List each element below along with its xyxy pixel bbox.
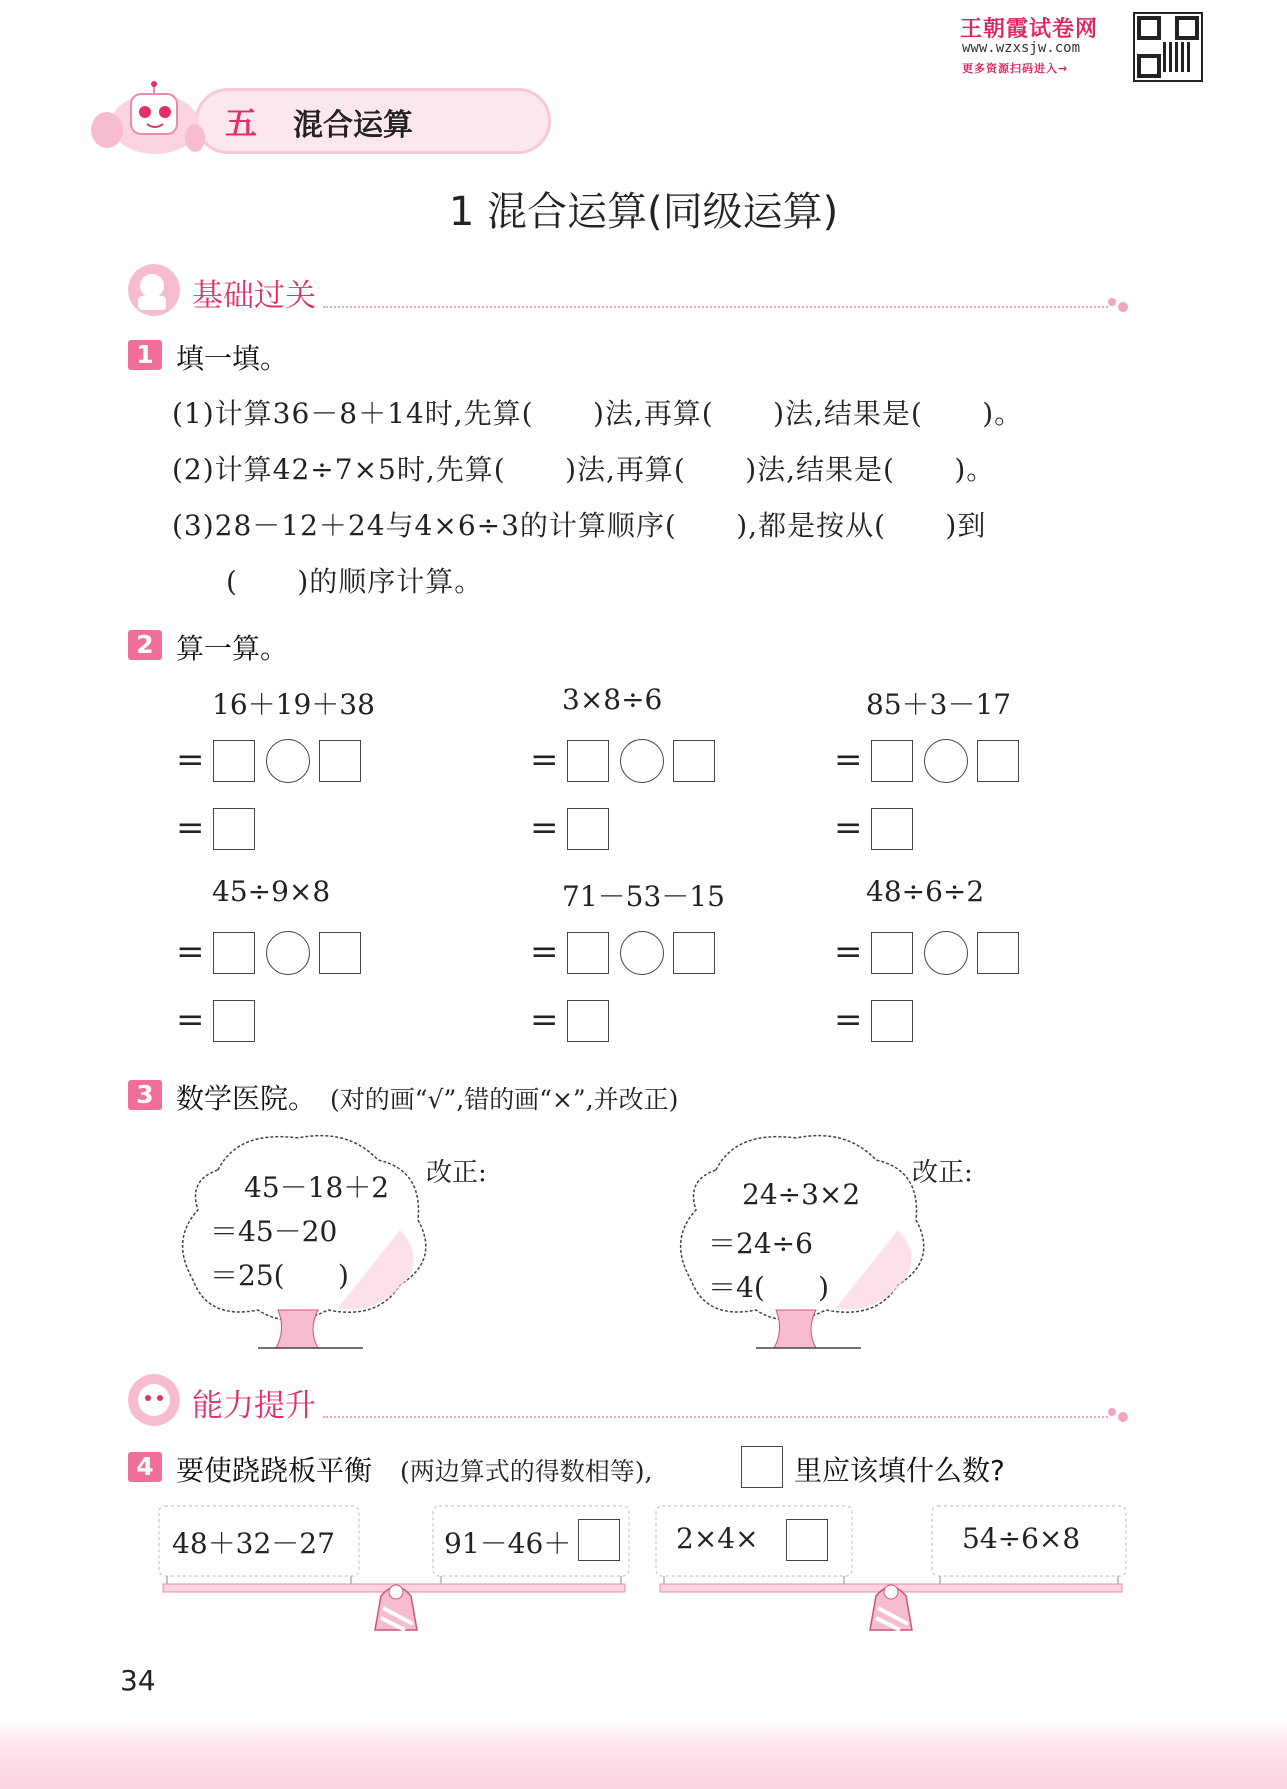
- lesson-title: 1 混合运算(同级运算): [448, 189, 839, 235]
- brand-url: www.wzxsjw.com: [962, 40, 1081, 56]
- equals-sign: =: [834, 1000, 863, 1040]
- equals-sign: =: [530, 932, 559, 972]
- equals-sign: =: [834, 932, 863, 972]
- q1-line-1: (1)计算36－8＋14时,先算( )法,再算( )法,结果是( )。: [172, 397, 1024, 430]
- chapter-number: 五: [225, 104, 258, 142]
- answer-box[interactable]: [567, 932, 609, 974]
- question-4-title-a: 要使跷跷板平衡: [176, 1454, 373, 1487]
- seesaw-2-icon: [652, 1500, 1132, 1640]
- q3-left-line-1: 45－18＋2: [244, 1171, 390, 1204]
- q3-left-line-3: ＝25( ): [210, 1259, 349, 1292]
- answer-box[interactable]: [871, 932, 913, 974]
- operator-circle[interactable]: [620, 931, 664, 975]
- q2-expr-3: 85＋3－17: [866, 688, 1012, 721]
- operator-circle[interactable]: [924, 739, 968, 783]
- q3-right-line-1: 24÷3×2: [742, 1178, 861, 1211]
- page-number: 34: [120, 1664, 156, 1697]
- question-4-title-note: (两边算式的得数相等),: [400, 1457, 653, 1486]
- question-3-title: 数学医院。: [176, 1082, 317, 1115]
- operator-circle[interactable]: [266, 931, 310, 975]
- seesaw-2-left-expr: 2×4×: [676, 1522, 759, 1555]
- question-1-title: 填一填。: [176, 342, 289, 375]
- question-number-2: 2: [128, 630, 162, 660]
- q2-expr-2: 3×8÷6: [562, 683, 663, 716]
- question-number-4: 4: [128, 1452, 162, 1482]
- operator-circle[interactable]: [924, 931, 968, 975]
- answer-box: [741, 1446, 783, 1488]
- robot-mascot-icon: [85, 80, 205, 158]
- operator-circle[interactable]: [266, 739, 310, 783]
- section-advanced-header: [128, 1372, 1128, 1428]
- q1-line-2: (2)计算42÷7×5时,先算( )法,再算( )法,结果是( )。: [172, 453, 996, 486]
- q2-expr-4: 45÷9×8: [212, 875, 331, 908]
- section-basic-header: [128, 262, 1128, 318]
- question-2-title: 算一算。: [176, 632, 289, 665]
- answer-box[interactable]: [213, 808, 255, 850]
- seesaw-2-right-expr: 54÷6×8: [962, 1522, 1081, 1555]
- answer-box[interactable]: [213, 740, 255, 782]
- q3-right-line-3: ＝4( ): [708, 1271, 830, 1304]
- answer-box[interactable]: [319, 932, 361, 974]
- q1-line-3: (3)28－12＋24与4×6÷3的计算顺序( ),都是按从( )到: [172, 509, 987, 542]
- equals-sign: =: [176, 808, 205, 848]
- answer-box[interactable]: [567, 740, 609, 782]
- answer-box[interactable]: [673, 932, 715, 974]
- equals-sign: =: [530, 1000, 559, 1040]
- section-advanced-title: 能力提升: [192, 1388, 316, 1424]
- q2-expr-1: 16＋19＋38: [212, 688, 375, 721]
- answer-box[interactable]: [786, 1519, 828, 1561]
- grandpa-avatar-icon: [128, 1374, 180, 1426]
- chapter-title: 混合运算: [293, 108, 413, 143]
- q3-right-line-2: ＝24÷6: [708, 1227, 813, 1260]
- question-3-note: (对的画“√”,错的画“×”,并改正): [330, 1085, 679, 1114]
- seesaw-1-icon: [155, 1500, 635, 1640]
- q3-right-correct-label: 改正:: [912, 1158, 973, 1188]
- answer-box[interactable]: [567, 808, 609, 850]
- footer-band: [0, 1720, 1287, 1789]
- seesaw-1-right-expr: 91－46＋: [444, 1527, 572, 1560]
- q2-expr-5: 71－53－15: [562, 880, 725, 913]
- answer-box[interactable]: [977, 932, 1019, 974]
- equals-sign: =: [176, 1000, 205, 1040]
- teacher-avatar-icon: [128, 264, 180, 316]
- answer-box[interactable]: [871, 740, 913, 782]
- q2-expr-6: 48÷6÷2: [866, 875, 985, 908]
- equals-sign: =: [834, 808, 863, 848]
- brand-name: 王朝霞试卷网: [960, 17, 1099, 42]
- answer-box[interactable]: [578, 1519, 620, 1561]
- equals-sign: =: [530, 740, 559, 780]
- answer-box[interactable]: [213, 1000, 255, 1042]
- answer-box[interactable]: [871, 1000, 913, 1042]
- seesaw-1-left-expr: 48＋32－27: [172, 1527, 335, 1560]
- answer-box[interactable]: [567, 1000, 609, 1042]
- answer-box[interactable]: [871, 808, 913, 850]
- operator-circle[interactable]: [620, 739, 664, 783]
- chapter-banner: [85, 80, 465, 160]
- q1-line-4: ( )的顺序计算。: [226, 565, 484, 598]
- section-basic-title: 基础过关: [192, 278, 316, 314]
- question-number-3: 3: [128, 1080, 162, 1110]
- answer-box[interactable]: [213, 932, 255, 974]
- answer-box[interactable]: [673, 740, 715, 782]
- answer-box[interactable]: [977, 740, 1019, 782]
- equals-sign: =: [530, 808, 559, 848]
- equals-sign: =: [176, 932, 205, 972]
- qr-code-icon: [1133, 12, 1203, 82]
- q3-left-correct-label: 改正:: [426, 1158, 487, 1188]
- equals-sign: =: [834, 740, 863, 780]
- equals-sign: =: [176, 740, 205, 780]
- answer-box[interactable]: [319, 740, 361, 782]
- question-number-1: 1: [128, 340, 162, 370]
- q3-left-line-2: ＝45－20: [210, 1215, 338, 1248]
- question-4-title-b: 里应该填什么数?: [794, 1454, 1005, 1487]
- brand-more-text: 更多资源扫码进入→: [962, 62, 1069, 75]
